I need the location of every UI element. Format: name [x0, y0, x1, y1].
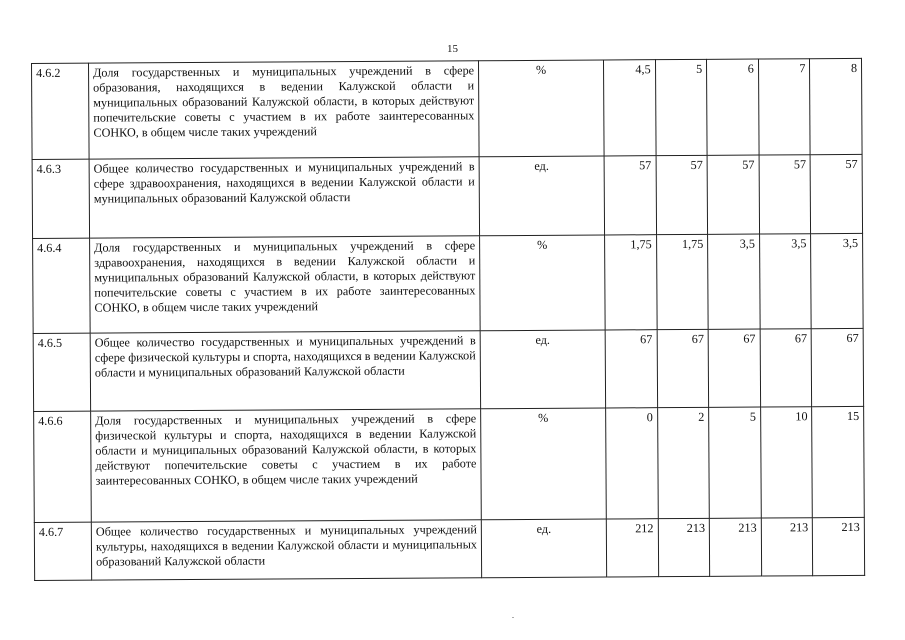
table-row	[32, 58, 863, 159]
row-value: 8	[810, 58, 862, 154]
row-code: 4.6.2	[32, 63, 90, 159]
row-value: 6	[707, 59, 759, 155]
row-description: Доля государственных и муниципальных учреждений в сфере здравоохранения, находящихся в ведении Калужской области и муниципальных образований Калужской области, в которых действуют попечительские советы с участием в их работе заинтересованных СОНКО, в общем числе таких учреждений	[90, 236, 481, 333]
row-value: 57	[707, 155, 759, 234]
row-code: 4.6.3	[32, 159, 89, 238]
row-code: 4.6.5	[33, 333, 90, 411]
row-unit: ед.	[480, 330, 605, 409]
scan-speck	[512, 617, 514, 618]
row-unit: %	[481, 408, 607, 520]
row-value: 213	[709, 518, 761, 576]
row-value: 3,5	[708, 234, 760, 329]
table-row	[34, 406, 865, 522]
table-row	[34, 517, 864, 580]
row-value: 10	[760, 407, 812, 518]
row-value: 67	[760, 329, 812, 407]
row-description: Общее количество государственных и муниципальных учреждений в сфере физической культуры и спорта, находящихся в ведении Калужской области и муниципальных образований Калужской области	[90, 331, 480, 411]
row-description: Общее количество государственных и муниципальных учреждений в сфере здравоохранения, находящихся в ведении Калужской области и муниципальных образований Калужской области	[89, 157, 479, 238]
row-value: 67	[812, 328, 864, 406]
row-value: 4,5	[603, 60, 655, 156]
row-value: 213	[813, 517, 865, 575]
row-value: 5	[655, 59, 707, 155]
table-row	[33, 233, 864, 333]
row-description: Общее количество государственных и муниципальных учреждений культуры, находящихся в ведении Калужской области и муниципальных образований Калужской области	[91, 520, 481, 580]
row-value: 1,75	[656, 234, 708, 329]
row-value: 7	[758, 59, 810, 155]
row-value: 0	[606, 408, 658, 519]
page-number: 15	[447, 43, 458, 55]
row-value: 57	[604, 156, 656, 235]
row-unit: %	[480, 235, 606, 331]
row-value: 67	[657, 329, 709, 407]
row-value: 2	[657, 407, 709, 518]
row-unit: ед.	[481, 519, 606, 578]
row-description: Доля государственных и муниципальных учреждений в сфере физической культуры и спорта, находящихся в ведении Калужской области и муниципальных образований Калужской области, в которых действуют попечительские советы с участием в их работе заинтересованных СОНКО, в общем числе таких учреждений	[91, 409, 482, 522]
row-value: 67	[708, 329, 760, 407]
row-value: 212	[606, 519, 658, 577]
row-value: 3,5	[811, 233, 863, 328]
row-value: 15	[812, 406, 864, 517]
row-unit: ед.	[479, 156, 604, 236]
row-value: 57	[810, 154, 862, 233]
row-value: 213	[761, 518, 813, 576]
row-value: 57	[656, 155, 708, 234]
row-value: 213	[658, 518, 710, 576]
row-code: 4.6.7	[34, 522, 91, 580]
row-value: 5	[709, 407, 761, 518]
table-row	[32, 154, 862, 238]
row-code: 4.6.4	[33, 238, 91, 333]
table-row	[33, 328, 863, 411]
indicator-table	[31, 58, 865, 581]
row-value: 67	[605, 330, 657, 408]
row-code: 4.6.6	[34, 411, 92, 522]
row-value: 3,5	[759, 234, 811, 329]
row-value: 57	[759, 155, 811, 234]
row-value: 1,75	[605, 235, 657, 330]
row-unit: %	[478, 60, 604, 157]
row-description: Доля государственных и муниципальных учреждений в сфере образования, находящихся в ведении Калужской области и муниципальных образований Калужской области, в которых действуют попечительские советы с участием в их работе заинтересованных СОНКО, в общем числе таких учреждений	[89, 61, 480, 159]
